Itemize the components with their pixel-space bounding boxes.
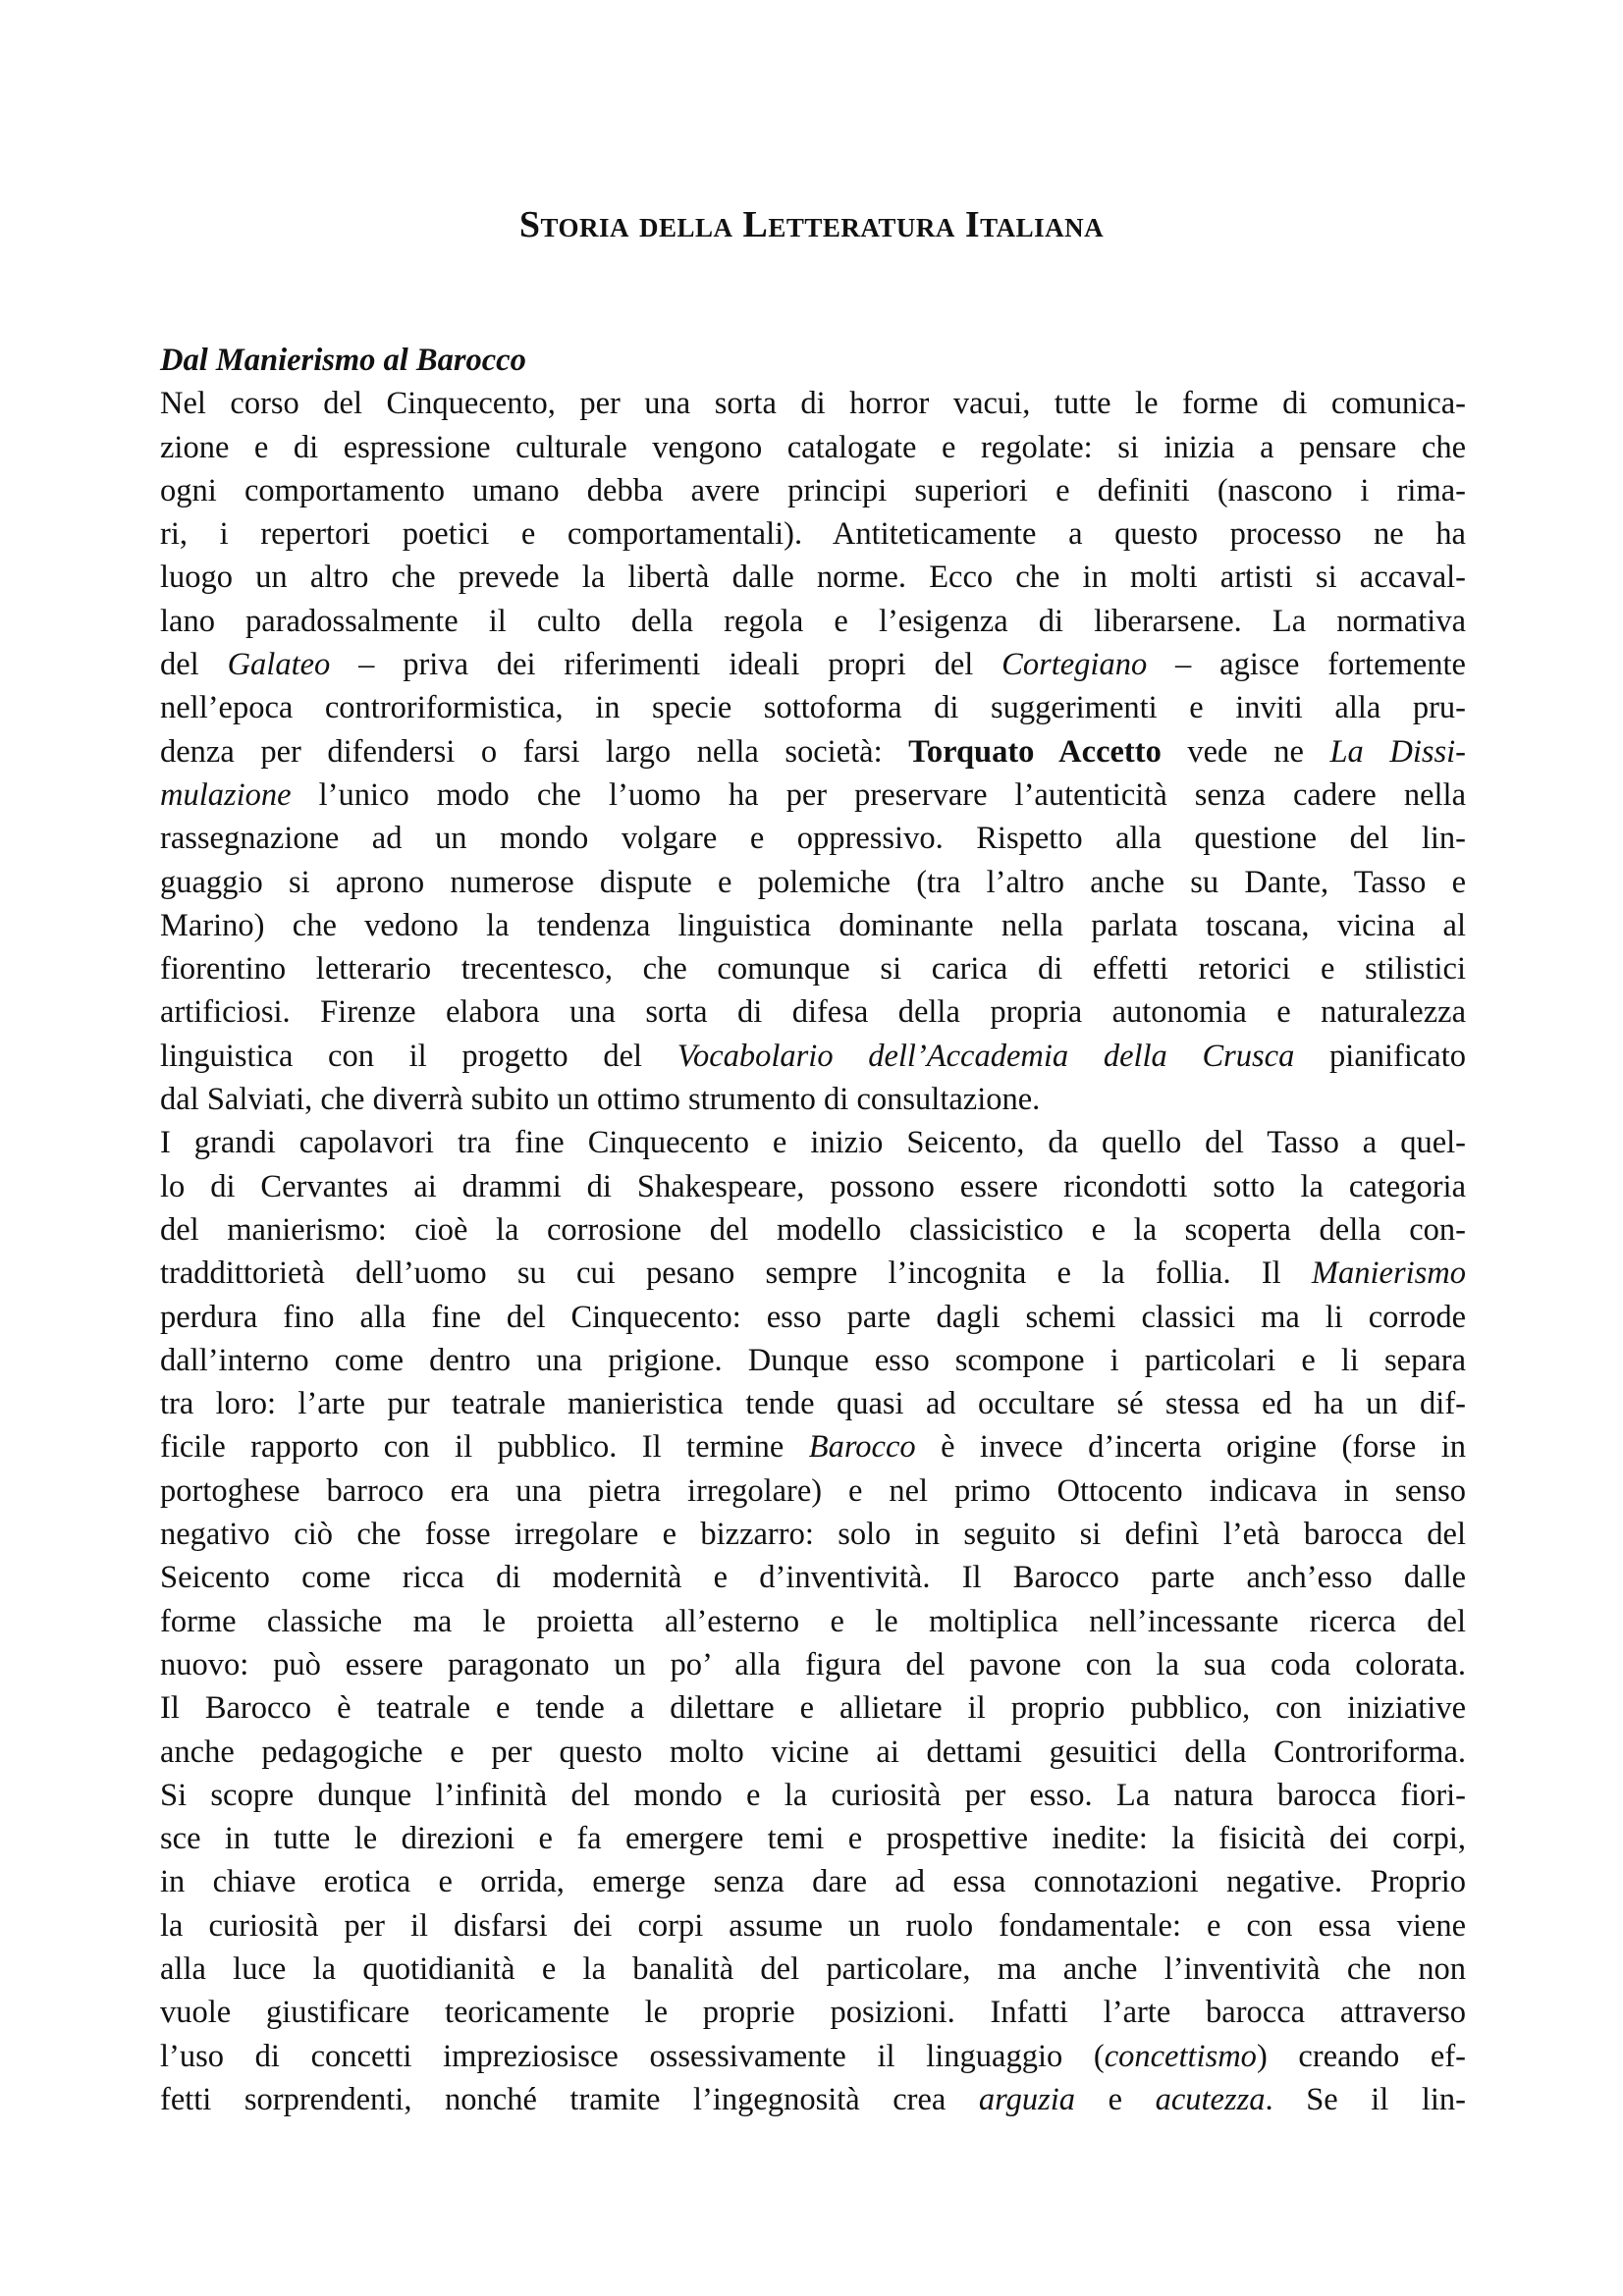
paragraph-2: [160, 1121, 1466, 2121]
text-run: portoghese barroco era una pietra irregolare) e nel primo Ottocento indicava in senso: [160, 1472, 1466, 1509]
text-line: [160, 1686, 1466, 1730]
text-line: [160, 1296, 1466, 1339]
text-line: [160, 469, 1466, 512]
text-line: [160, 1252, 1466, 1295]
text-line: [160, 904, 1466, 947]
text-line: [160, 1948, 1466, 1991]
text-line: [160, 600, 1466, 643]
emphasis-text: arguzia: [978, 2081, 1076, 2117]
text-run: vede ne: [1161, 733, 1330, 770]
text-line: [160, 1165, 1466, 1208]
text-run: dall’interno come dentro una prigione. Dunque esso scompone i particolari e li separa: [160, 1342, 1466, 1378]
emphasis-text: Torquato Accetto: [908, 733, 1162, 770]
text-run: lo di Cervantes ai drammi di Shakespeare, possono essere ricondotti sotto la categoria: [160, 1168, 1466, 1204]
text-run: ri, i repertori poetici e comportamentali). Antiteticamente a questo processo ne ha: [160, 516, 1466, 553]
text-line: [160, 1382, 1466, 1425]
text-line: [160, 1513, 1466, 1556]
text-run: negativo ciò che fosse irregolare e bizzarro: solo in seguito si definì l’età barocca del: [160, 1517, 1466, 1553]
text-run: l’unico modo che l’uomo ha per preservare l’autenticità senza cadere nella: [291, 776, 1466, 813]
text-run: in chiave erotica e orrida, emerge senza dare ad essa connotazioni negative. Proprio: [160, 1864, 1466, 1900]
text-line: [160, 1643, 1466, 1686]
text-line: [160, 1339, 1466, 1382]
text-line: [160, 686, 1466, 729]
text-run: del: [160, 647, 228, 683]
text-line: [160, 426, 1466, 469]
text-line: [160, 1600, 1466, 1643]
text-line: [160, 1991, 1466, 2034]
text-run: denza per difendersi o farsi largo nella società:: [160, 733, 909, 770]
text-run: . Se il lin-: [1265, 2081, 1466, 2117]
text-run: sce in tutte le direzioni e fa emergere temi e prospettive inedite: la fisicità dei corpi,: [160, 1821, 1466, 1857]
text-line: [160, 1121, 1466, 1164]
text-line: [160, 1817, 1466, 1860]
text-run: anche pedagogiche e per questo molto vicine ai dettami gesuitici della Controriforma.: [160, 1734, 1466, 1770]
emphasis-text: acutezza: [1155, 2081, 1266, 2117]
text-run: – priva dei riferimenti ideali propri del: [330, 647, 1002, 683]
text-run: forme classiche ma le proietta all’esterno e le moltiplica nell’incessante ricerca del: [160, 1603, 1466, 1639]
text-run: perdura fino alla fine del Cinquecento: esso parte dagli schemi classici ma li corrode: [160, 1299, 1466, 1335]
paragraphs: [160, 382, 1466, 2121]
text-line: [160, 1860, 1466, 1903]
emphasis-text: Barocco: [808, 1429, 916, 1466]
text-run: nell’epoca controriformistica, in specie sottoforma di suggerimenti e inviti alla pru-: [160, 690, 1466, 726]
text-run: la curiosità per il disfarsi dei corpi assume un ruolo fondamentale: e con essa viene: [160, 1907, 1466, 1944]
text-line: [160, 1774, 1466, 1817]
text-run: luogo un altro che prevede la libertà dalle norme. Ecco che in molti artisti si accaval-: [160, 560, 1466, 596]
text-run: fetti sorprendenti, nonché tramite l’ingegnosità crea: [160, 2081, 979, 2117]
text-run: nuovo: può essere paragonato un po’ alla figura del pavone con la sua coda colorata.: [160, 1646, 1466, 1682]
text-run: l’uso di concetti impreziosisce ossessivamente il linguaggio (: [160, 2038, 1105, 2074]
text-run: fiorentino letterario trecentesco, che comunque si carica di effetti retorici e stilistici: [160, 951, 1466, 988]
text-run: linguistica con il progetto del: [160, 1038, 677, 1074]
document-title: Storia della Letteratura Italiana: [518, 204, 1105, 245]
text-run: Seicento come ricca di modernità e d’inventività. Il Barocco parte anch’esso dalle: [160, 1560, 1466, 1596]
text-line: [160, 2035, 1466, 2078]
text-line: [160, 990, 1466, 1034]
text-run: ogni comportamento umano debba avere principi superiori e definiti (nascono i rima-: [160, 472, 1466, 508]
text-run: zione e di espressione culturale vengono catalogate e regolate: si inizia a pensare che: [160, 429, 1466, 465]
text-run: I grandi capolavori tra fine Cinquecento e inizio Seicento, da quello del Tasso a quel-: [160, 1125, 1466, 1161]
text-run: e: [1075, 2081, 1156, 2117]
text-run: guaggio si aprono numerose dispute e polemiche (tra l’altro anche su Dante, Tasso e: [160, 864, 1466, 900]
text-run: Nel corso del Cinquecento, per una sorta di horror vacui, tutte le forme di comunica-: [160, 386, 1466, 422]
text-run: – agisce fortemente: [1147, 647, 1466, 683]
emphasis-text: Cortegiano: [1001, 647, 1148, 683]
text-line: [160, 947, 1466, 990]
text-line: [160, 2078, 1466, 2121]
emphasis-text: mulazione: [160, 776, 292, 813]
text-line: [160, 1904, 1466, 1948]
section-heading: Dal Manierismo al Barocco: [160, 343, 526, 378]
text-run: rassegnazione ad un mondo volgare e oppressivo. Rispetto alla questione del lin-: [160, 821, 1466, 857]
text-run: alla luce la quotidianità e la banalità del particolare, ma anche l’inventività che non: [160, 1950, 1466, 1987]
text-run: vuole giustificare teoricamente le proprie posizioni. Infatti l’arte barocca attraverso: [160, 1995, 1466, 2031]
text-run: traddittorietà dell’uomo su cui pesano sempre l’incognita e la follia. Il: [160, 1255, 1312, 1292]
text-line: [160, 1731, 1466, 1774]
text-run: Marino) che vedono la tendenza linguistica dominante nella parlata toscana, vicina al: [160, 907, 1466, 943]
text-run: è invece d’incerta origine (forse in: [915, 1429, 1466, 1466]
text-line: [160, 1556, 1466, 1599]
emphasis-text: Galateo: [227, 647, 331, 683]
paragraph-1: [160, 382, 1466, 1121]
text-line: [160, 1035, 1466, 1078]
emphasis-text: concettismo: [1104, 2038, 1257, 2074]
text-run: artificiosi. Firenze elabora una sorta di difesa della propria autonomia e naturalezza: [160, 994, 1466, 1031]
text-run: dal Salviati, che diverrà subito un ottimo strumento di consultazione.: [160, 1082, 1041, 1118]
text-line: [160, 556, 1466, 599]
emphasis-text: Manierismo: [1311, 1255, 1466, 1292]
document-body: [160, 339, 1466, 2121]
text-run: del manierismo: cioè la corrosione del modello classicistico e la scoperta della con-: [160, 1211, 1466, 1248]
text-run: lano paradossalmente il culto della regola e l’esigenza di liberarsene. La normativa: [160, 603, 1466, 639]
text-line: [160, 774, 1466, 817]
text-line: [160, 1425, 1466, 1468]
text-line: [160, 1469, 1466, 1513]
emphasis-text: Vocabolario dell’Accademia della Crusca: [676, 1038, 1295, 1074]
text-run: ficile rapporto con il pubblico. Il termine: [160, 1429, 809, 1466]
text-run: Il Barocco è teatrale e tende a dilettare e allietare il proprio pubblico, con iniziative: [160, 1690, 1466, 1727]
text-line: [160, 1208, 1466, 1252]
text-run: Si scopre dunque l’infinità del mondo e la curiosità per esso. La natura barocca fiori-: [160, 1777, 1466, 1813]
text-line: [160, 643, 1466, 686]
text-line: [160, 382, 1466, 425]
text-line: [160, 817, 1466, 860]
text-run: tra loro: l’arte pur teatrale manieristica tende quasi ad occultare sé stessa ed ha un dif-: [160, 1386, 1466, 1422]
text-line: [160, 512, 1466, 556]
text-run: ) creando ef-: [1256, 2038, 1466, 2074]
text-line: [160, 861, 1466, 904]
text-run: pianificato: [1294, 1038, 1466, 1074]
emphasis-text: La Dissi-: [1329, 733, 1466, 770]
text-line: [160, 730, 1466, 774]
text-line: [160, 1078, 1466, 1121]
